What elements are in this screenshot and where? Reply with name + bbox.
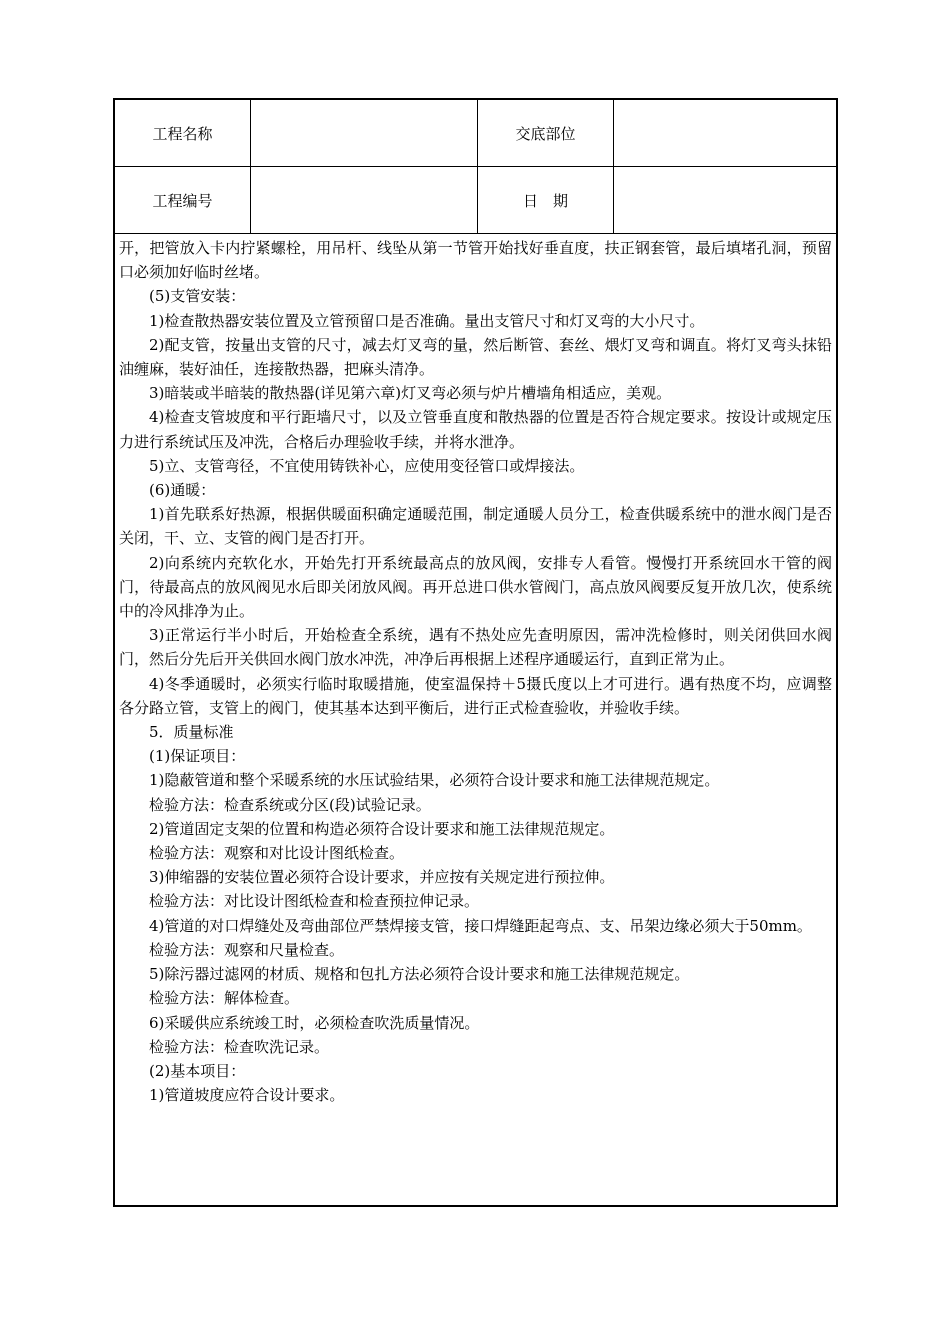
project-number-field[interactable] <box>251 167 478 234</box>
header-table <box>115 100 836 234</box>
body-paragraph: 1)隐蔽管道和整个采暖系统的水压试验结果，必须符合设计要求和施工法律规范规定。 <box>149 771 720 790</box>
body-paragraph: (1)保证项目： <box>149 747 246 766</box>
body-paragraph: 2)管道固定支架的位置和构造必须符合设计要求和施工法律规范规定。 <box>149 819 615 838</box>
disclosure-form <box>113 98 838 1207</box>
body-paragraph: (6)通暖： <box>149 481 216 500</box>
body-paragraph: 3)暗装或半暗装的散热器(详见第六章)灯叉弯必须与炉片槽墙角相适应，美观。 <box>149 384 672 403</box>
body-paragraph: 检验方法：检查吹洗记录。 <box>149 1037 330 1056</box>
body-paragraph: 1)检查散热器安装位置及立管预留口是否准确。量出支管尺寸和灯叉弯的大小尺寸。 <box>149 311 705 330</box>
body-paragraph: 6)采暖供应系统竣工时，必须检查吹洗质量情况。 <box>149 1013 480 1032</box>
project-number-label: 工程编号 <box>115 167 251 234</box>
body-paragraph: 5)除污器过滤网的材质、规格和包扎方法必须符合设计要求和施工法律规范规定。 <box>149 965 690 984</box>
body-paragraph: 检验方法：解体检查。 <box>149 989 300 1008</box>
body-paragraph: 开，把管放入卡内拧紧螺栓，用吊杆、线坠从第一节管开始找好垂直度，扶正钢套管，最后填堵孔洞，预留口必须加好临时丝堵。 <box>119 239 832 282</box>
body-paragraph: (5)支管安装： <box>149 287 246 306</box>
project-name-field[interactable] <box>251 100 478 167</box>
body-paragraph: 检验方法：检查系统或分区(段)试验记录。 <box>149 795 431 814</box>
date-label: 日 期 <box>478 167 614 234</box>
body-paragraph: 1)首先联系好热源，根据供暖面积确定通暖范围，制定通暖人员分工，检查供暖系统中的泄水阀门是否关闭，干、立、支管的阀门是否打开。 <box>119 505 832 548</box>
body-paragraph: 4)检查支管坡度和平行距墙尺寸，以及立管垂直度和散热器的位置是否符合规定要求。按设计或规定压力进行系统试压及冲洗，合格后办理验收手续，并将水泄净。 <box>119 408 832 451</box>
body-paragraph: 检验方法：对比设计图纸检查和检查预拉伸记录。 <box>149 892 480 911</box>
body-paragraph: 2)向系统内充软化水，开始先打开系统最高点的放风阀，安排专人看管。慢慢打开系统回水干管的阀门，待最高点的放风阀见水后即关闭放风阀。再开总进口供水管阀门，高点放风阀要反复开放几次，使系统中的冷风排净为止。 <box>119 553 832 621</box>
body-paragraph: (2)基本项目： <box>149 1061 246 1080</box>
body-paragraph: 1)管道坡度应符合设计要求。 <box>149 1086 345 1105</box>
body-paragraph: 4)冬季通暖时，必须实行临时取暖措施，使室温保持＋5摄氏度以上才可进行。遇有热度不均，应调整各分路立管，支管上的阀门，使其基本达到平衡后，进行正式检查验收，并验收手续。 <box>119 674 832 717</box>
project-name-label: 工程名称 <box>115 100 251 167</box>
date-field[interactable] <box>614 167 837 234</box>
disclosure-part-label: 交底部位 <box>478 100 614 167</box>
body-paragraph: 检验方法：观察和对比设计图纸检查。 <box>149 844 405 863</box>
body-paragraph: 4)管道的对口焊缝处及弯曲部位严禁焊接支管，接口焊缝距起弯点、支、吊架边缘必须大于50mm。 <box>149 916 812 935</box>
body-paragraph: 3)伸缩器的安装位置必须符合设计要求，并应按有关规定进行预拉伸。 <box>149 868 615 887</box>
body-paragraph: 3)正常运行半小时后，开始检查全系统，遇有不热处应先查明原因，需冲洗检修时，则关闭供回水阀门，然后分先后开关供回水阀门放水冲洗，冲净后再根据上述程序通暖运行，直到正常为止。 <box>119 626 832 669</box>
disclosure-part-field[interactable] <box>614 100 837 167</box>
body-paragraph: 检验方法：观察和尺量检查。 <box>149 940 345 959</box>
body-paragraph: 2)配支管，按量出支管的尺寸，减去灯叉弯的量，然后断管、套丝、煨灯叉弯和调直。将灯叉弯头抹铅油缠麻，装好油任，连接散热器，把麻头清净。 <box>119 335 832 379</box>
body-paragraph: 5)立、支管弯径，不宜使用铸铁补心，应使用变径管口或焊接法。 <box>149 456 585 475</box>
body-paragraph: 5．质量标准 <box>149 723 234 742</box>
disclosure-body <box>115 234 836 1107</box>
